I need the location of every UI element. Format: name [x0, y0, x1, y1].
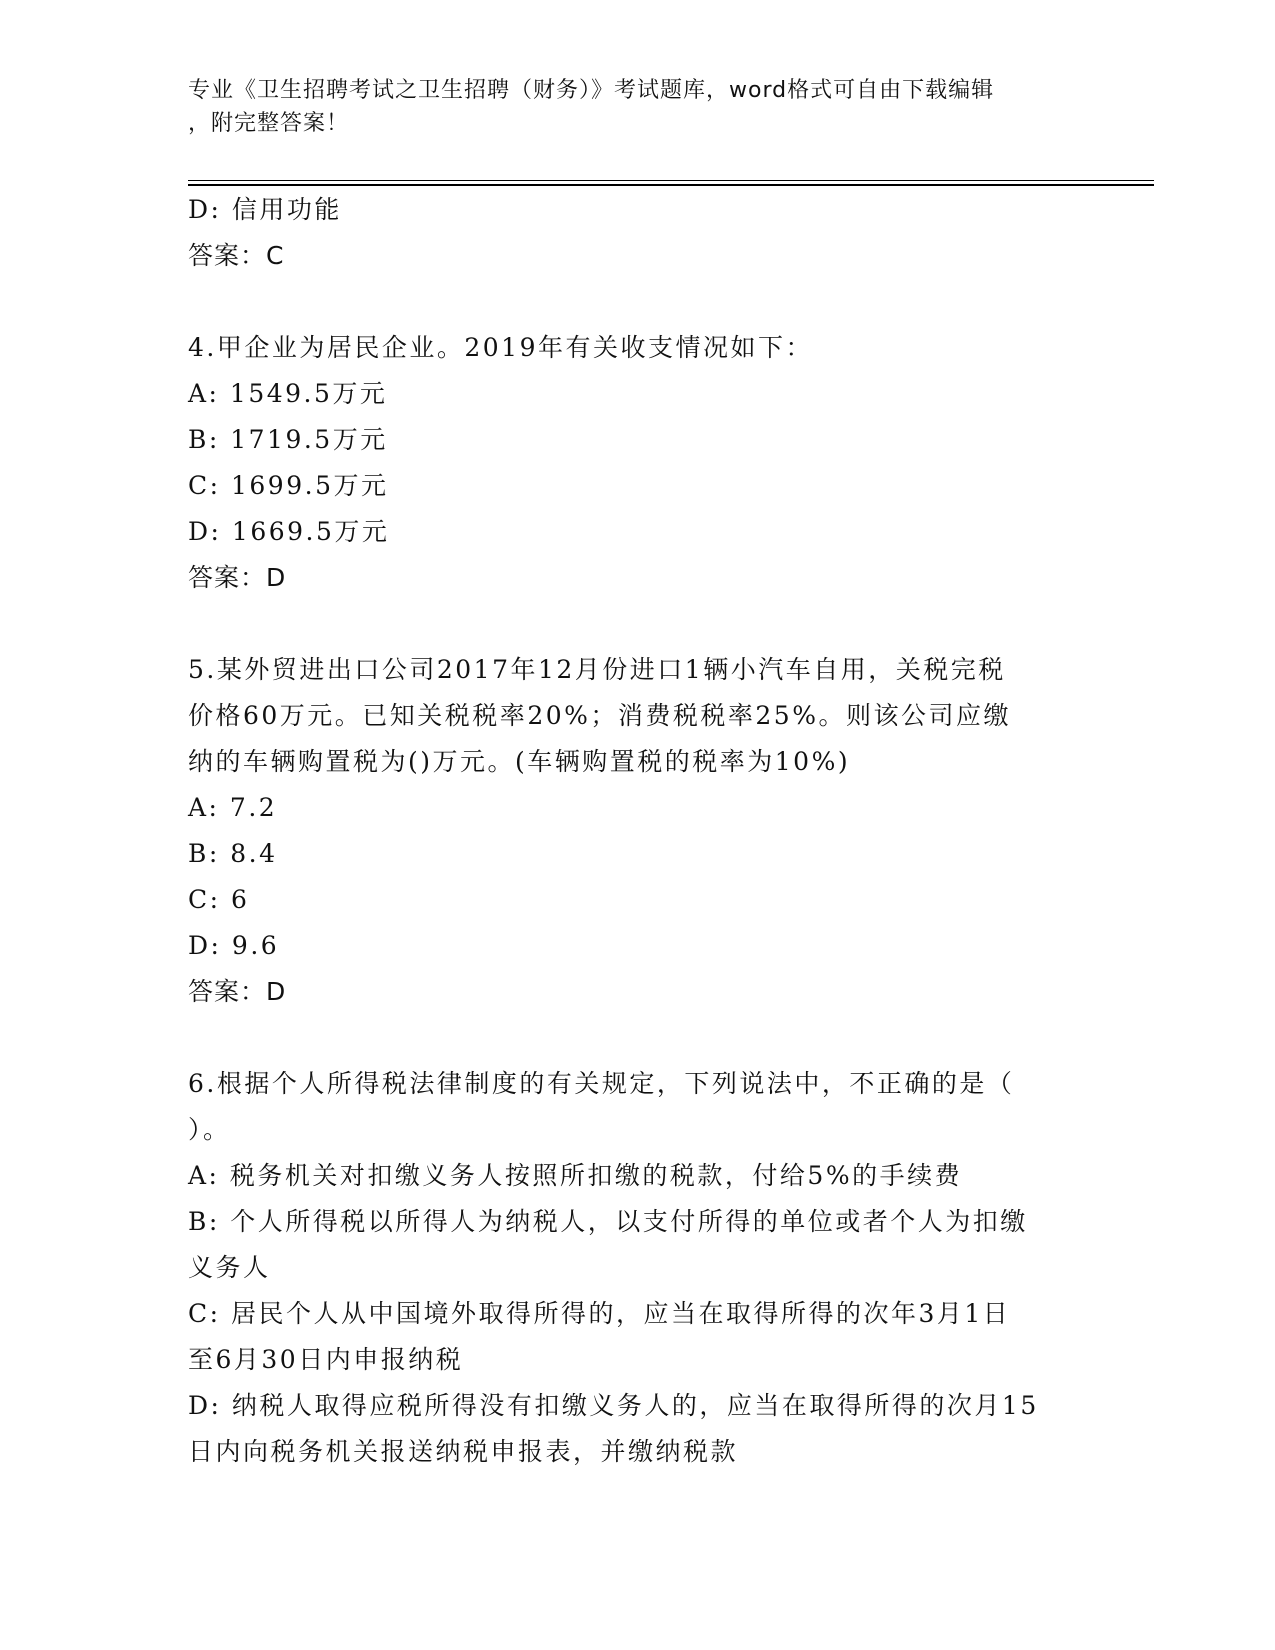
header-divider-top — [188, 180, 1154, 181]
option-b-line-1: B: 个人所得税以所得人为纳税人，以支付所得的单位或者个人为扣缴 — [188, 1207, 1028, 1236]
header-line-1: 专业《卫生招聘考试之卫生招聘（财务）》考试题库，word格式可自由下载编辑 — [188, 78, 995, 103]
question-3 — [188, 187, 1088, 279]
option-c-line-1: C: 居民个人从中国境外取得所得的，应当在取得所得的次年3月1日 — [188, 1299, 1011, 1328]
option-a: A: 1549.5万元 — [188, 379, 388, 408]
spacer — [188, 1015, 1088, 1061]
question-stem-line-1: 5.某外贸进出口公司2017年12月份进口1辆小汽车自用，关税完税 — [188, 655, 1006, 684]
option-d: D: 信用功能 — [188, 195, 342, 224]
question-4 — [188, 325, 1088, 601]
spacer — [188, 601, 1088, 647]
question-5 — [188, 647, 1088, 1015]
option-b: B: 1719.5万元 — [188, 425, 388, 454]
spacer — [188, 279, 1088, 325]
page-header — [188, 74, 1068, 140]
option-a: A: 税务机关对扣缴义务人按照所扣缴的税款，付给5%的手续费 — [188, 1161, 963, 1190]
answer: 答案：D — [188, 977, 287, 1006]
question-stem: 4.甲企业为居民企业。2019年有关收支情况如下： — [188, 333, 813, 362]
question-stem-line-2: ）。 — [188, 1115, 231, 1144]
question-stem-line-3: 纳的车辆购置税为()万元。(车辆购置税的税率为10%) — [188, 747, 851, 776]
header-line-2: ，附完整答案！ — [188, 111, 350, 136]
question-stem-line-1: 6.根据个人所得税法律制度的有关规定，下列说法中，不正确的是（ — [188, 1069, 1015, 1098]
option-d-line-1: D: 纳税人取得应税所得没有扣缴义务人的，应当在取得所得的次月15 — [188, 1391, 1039, 1420]
option-d-line-2: 日内向税务机关报送纳税申报表，并缴纳税款 — [188, 1437, 739, 1466]
option-d: D: 1669.5万元 — [188, 517, 390, 546]
option-b-line-2: 义务人 — [188, 1253, 271, 1282]
question-6 — [188, 1061, 1088, 1475]
option-c: C: 6 — [188, 885, 250, 914]
option-c-line-2: 至6月30日内申报纳税 — [188, 1345, 464, 1374]
option-d: D: 9.6 — [188, 931, 280, 960]
question-stem-line-2: 价格60万元。已知关税税率20%；消费税税率25%。则该公司应缴 — [188, 701, 1011, 730]
option-a: A: 7.2 — [188, 793, 278, 822]
answer: 答案：D — [188, 563, 287, 592]
option-c: C: 1699.5万元 — [188, 471, 389, 500]
option-b: B: 8.4 — [188, 839, 278, 868]
answer: 答案：C — [188, 241, 285, 270]
header-divider-bottom — [188, 184, 1154, 186]
document-body — [188, 187, 1088, 1475]
